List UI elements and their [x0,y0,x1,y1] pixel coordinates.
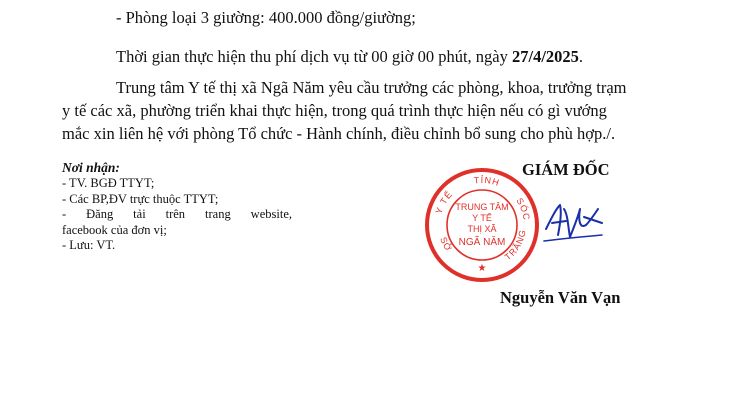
seal-arc-top-center-text: TỈNH [473,174,502,189]
instruction-line-3: mắc xin liên hệ với phòng Tổ chức - Hành chính, điều chỉnh bổ sung cho phù hợp./. [62,124,616,143]
seal-arc-bottom-right-text: TRĂNG [502,228,528,263]
signer-title: GIÁM ĐỐC [522,160,610,179]
handwritten-signature [540,195,606,251]
instruction-line-1: Trung tâm Y tế thị xã Ngã Năm yêu cầu trưởng các phòng, khoa, trưởng trạm [116,78,627,97]
seal-arc-top-text: Y TẾ [433,188,455,216]
effective-date: 27/4/2025 [512,47,579,66]
seal-center-line-2: Y TẾ [472,213,492,223]
official-seal [422,165,542,285]
seal-arc-top-right-text: SÓC [514,196,532,222]
effective-time-end: . [578,47,584,66]
seal-center-line-1: TRUNG TÂM [455,202,509,212]
recipient-item: - Lưu: VT. [62,238,116,252]
effective-time-line [116,47,583,67]
seal-center-line-4: NGÃ NĂM [458,237,506,248]
recipient-item: - Các BP,ĐV trực thuộc TTYT; [62,191,219,206]
seal-center-line-3: THỊ XÃ [467,224,497,234]
signer-name: Nguyễn Văn Vạn [500,288,621,307]
seal-arc-bottom-left-text: SỞ [438,235,455,254]
recipient-item: - TV. BGĐ TTYT; [62,176,155,190]
effective-time-text: Thời gian thực hiện thu phí dịch vụ từ 00 giờ 00 phút, ngày [116,47,512,66]
seal-star-icon: ★ [477,263,487,274]
instruction-line-2: y tế các xã, phường triển khai thực hiện, trong quá trình thực hiện nếu có gì vướng [62,101,607,120]
fee-line-room-type-3: - Phòng loại 3 giường: 400.000 đồng/giường; [116,8,416,27]
recipient-item: - Đăng tải trên trang website, [62,207,292,221]
recipients-heading: Nơi nhận: [62,160,120,175]
recipients-block [62,160,292,254]
recipient-item: facebook của đơn vị; [62,222,167,237]
